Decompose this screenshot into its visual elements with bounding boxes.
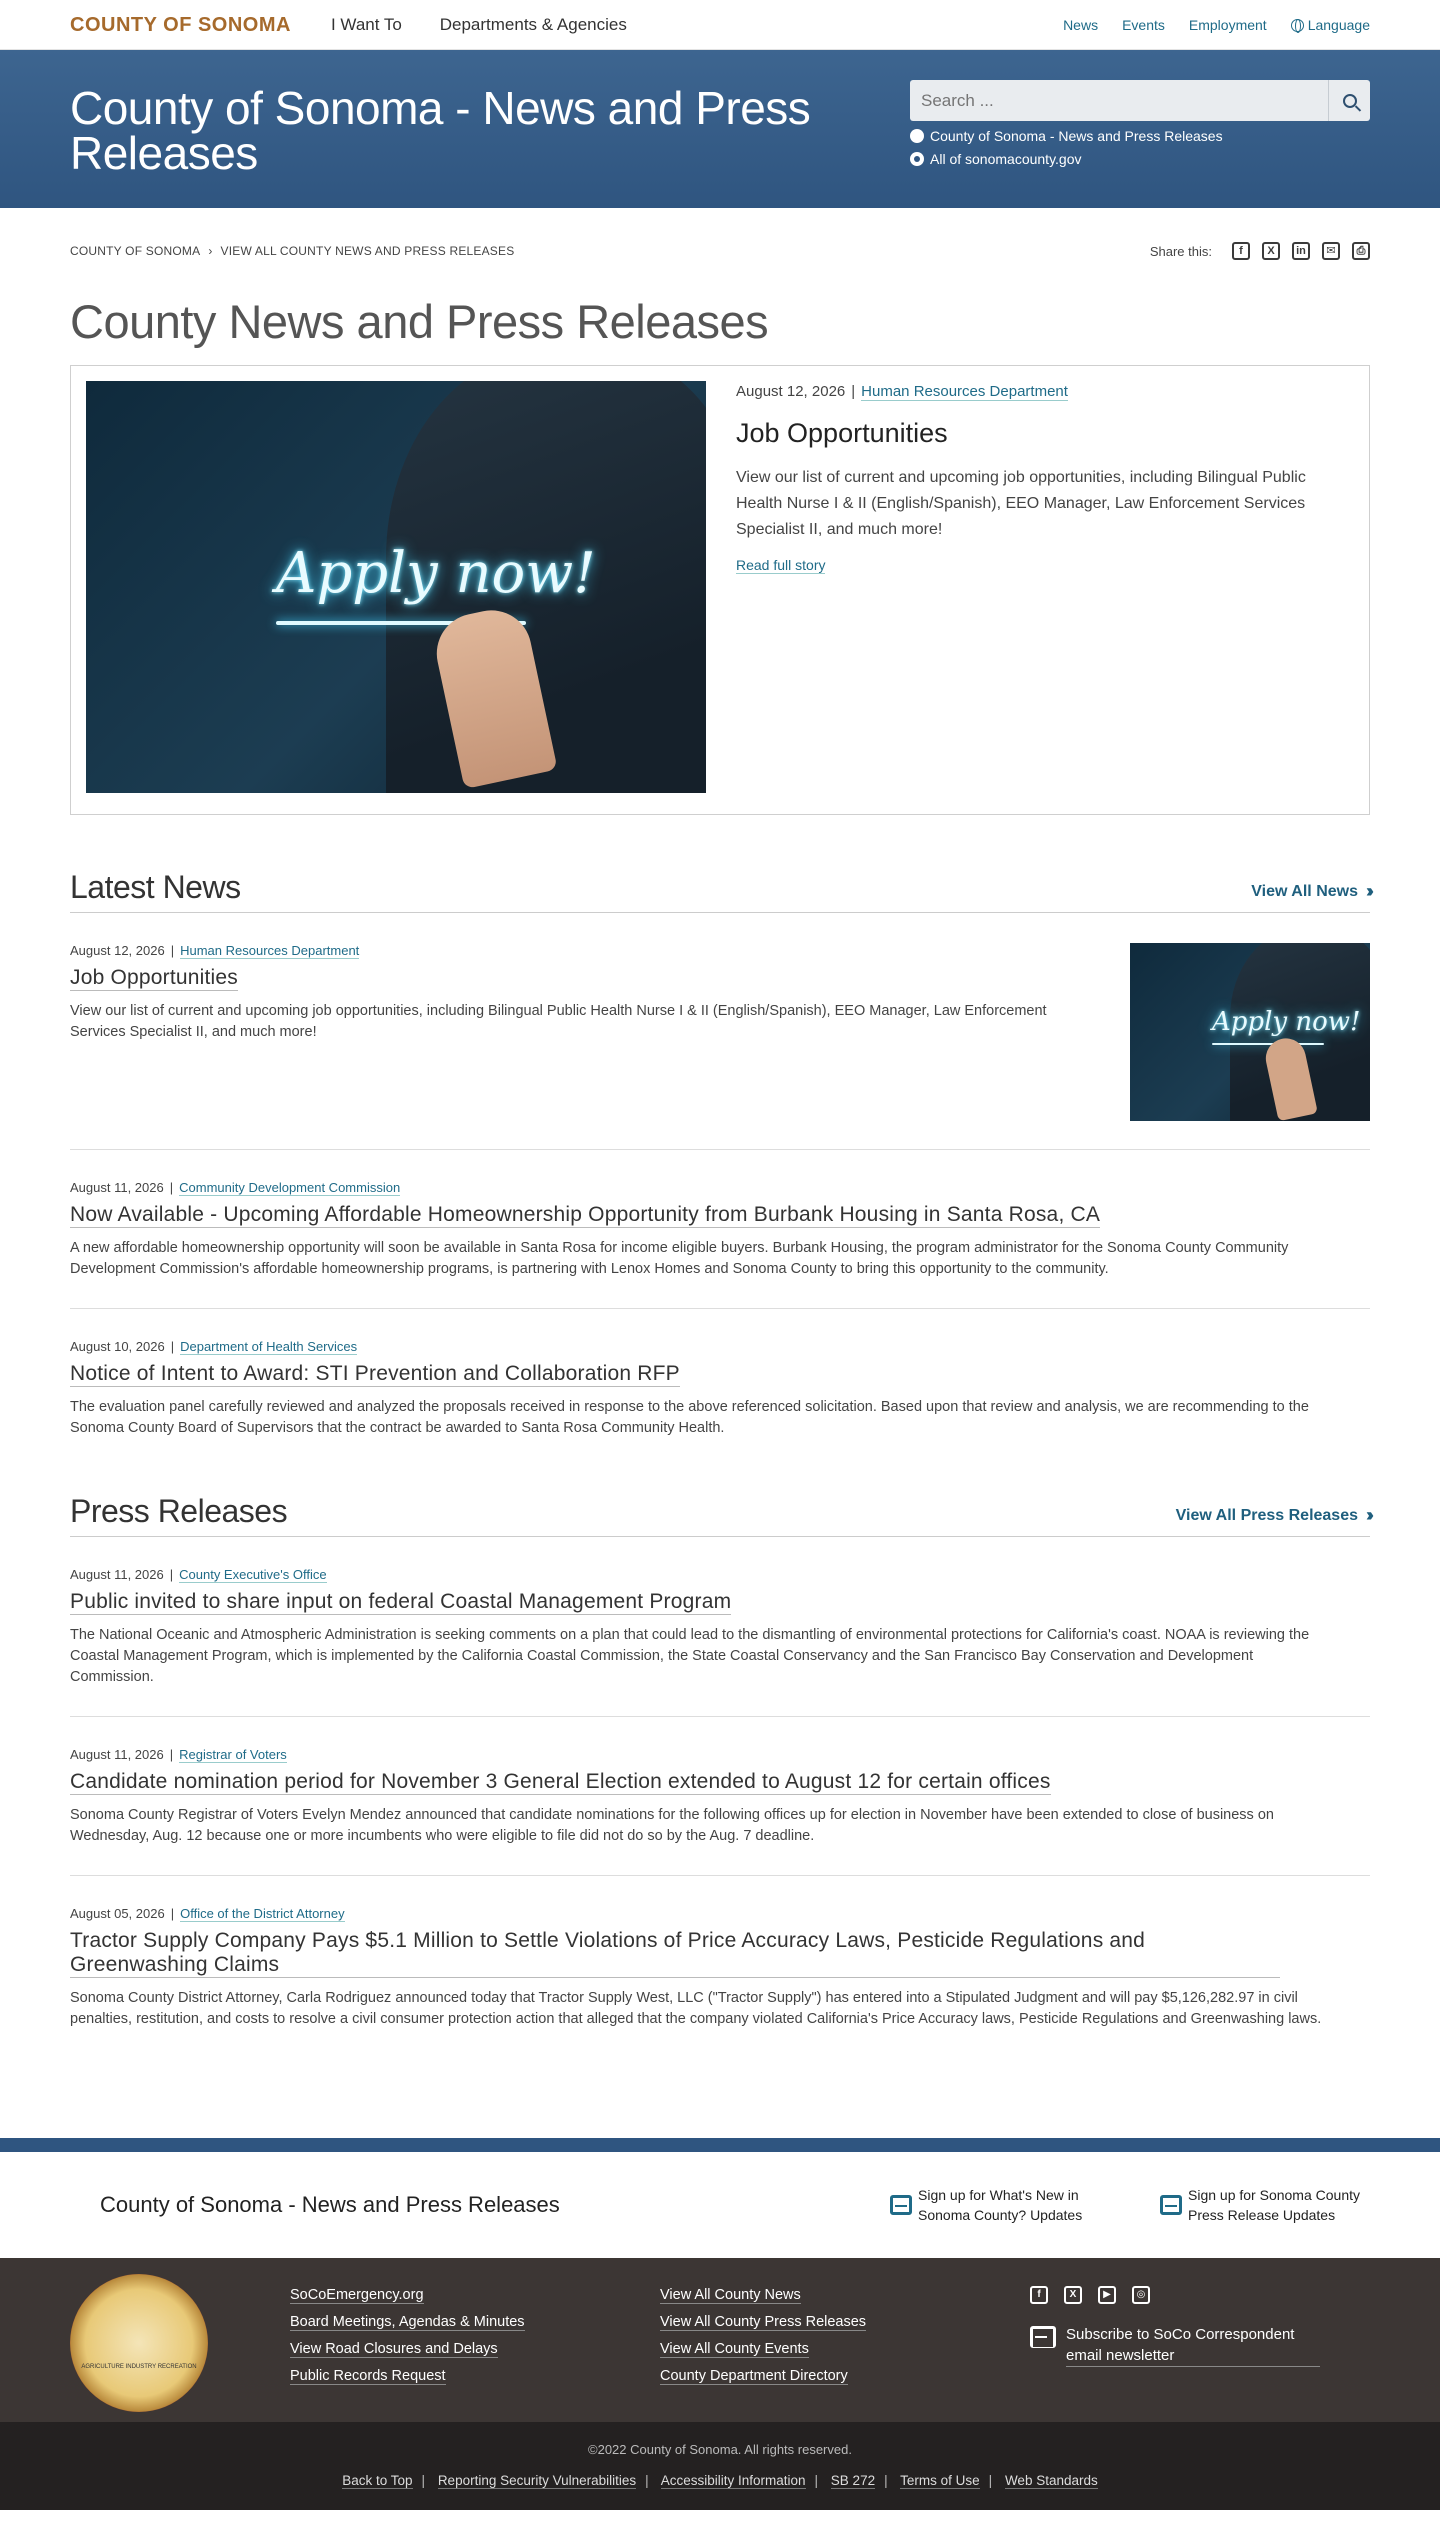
footer-bottom [0,2422,1440,2510]
item-description: View our list of current and upcoming job opportunities, including Bilingual Public Health Nurse I & II (English/Spanish), EEO Manager, Law Enforcement Services Specialist II, and much more! [70,1003,1047,1040]
featured-meta: August 12, 2026 | Human Resources Department [736,383,1068,400]
share-label: Share this: [1149,243,1212,259]
view-all-press-releases-link[interactable] [1176,1505,1370,1530]
list-item: August 11, 2026 | Registrar of Voters Candidate nomination period for November 3 General Election extended to August 12 for certain offices Sonoma County Registrar of Voters Evelyn Mendez announced that candidate nominations for the following offices up for election in November have been extended to close of business on Wednesday, Aug. 12 because one or more incumbents who were eligible to file did not do so by the Aug. 7 deadline. [70,1717,1370,1876]
item-department-link[interactable]: Registrar of Voters [179,1747,287,1762]
item-description: The National Oceanic and Atmospheric Administration is seeking comments on a plan that could lead to the dismantling of environmental protections for California's coast. NOAA is reviewing the Coastal Management Program, which is implemented by the California Coastal Commission, the State Coastal Conservancy and the San Francisco Bay Conservation and Development Commission. [70,1627,1310,1685]
item-title-link[interactable]: Public invited to share input on federal Coastal Management Program [70,1590,732,1613]
search-box [910,80,1370,208]
footer-link[interactable]: View All County News [660,2287,801,2303]
facebook-icon[interactable]: f [1030,2286,1048,2304]
item-date: August 11, 2026 [70,1180,164,1195]
nav-departments-agencies[interactable]: Departments & Agencies [439,15,627,34]
main-nav [331,15,661,35]
print-icon[interactable]: ⎙ [1352,242,1370,260]
item-description: Sonoma County Registrar of Voters Evelyn Mendez announced that candidate nominations for the following offices up for election in November have been extended to close of business on Wednesday, Aug. 12 because one or more incumbents who were eligible to file did not do so by the Aug. 7 deadline. [70,1807,1274,1844]
util-events-link[interactable]: Events [1122,17,1165,33]
signup-label: Sign up for What's New in Sonoma County? Updates [918,2187,1083,2223]
signup-label: Sign up for Sonoma County Press Release Updates [1188,2187,1360,2223]
radio-button[interactable] [910,129,924,143]
breadcrumb-separator: › [208,244,213,258]
footer-link[interactable]: County Department Directory [660,2368,848,2384]
item-description: A new affordable homeownership opportunity will soon be available in Santa Rosa for income eligible buyers. Burbank Housing, the program administrator for the Sonoma County Community Development Commission's affordable homeownership programs, is partnering with Lenox Homes and Sonoma County to bring this opportunity to the community. [70,1240,1289,1277]
utility-nav [1039,17,1370,33]
envelope-icon [1160,2195,1182,2215]
featured-date: August 12, 2026 [736,383,846,400]
list-item: August 12, 2026 | Human Resources Department Job Opportunities View our list of current and upcoming job opportunities, including Bilingual Public Health Nurse I & II (English/Spanish), EEO Manager, Law Enforcement Services Specialist II, and much more! Apply now! [70,913,1370,1150]
item-title-link[interactable]: Candidate nomination period for November 3 General Election extended to August 12 for certain offices [70,1770,1051,1793]
language-label: Language [1307,17,1370,33]
util-employment-link[interactable]: Employment [1188,17,1267,33]
page-title: County News and Press Releases [70,295,769,348]
radio-label: County of Sonoma - News and Press Releases [930,128,1223,144]
press-releases-section [70,1493,1370,2058]
item-department-link[interactable]: Department of Health Services [180,1339,358,1354]
radio-scope-section[interactable] [910,128,1370,144]
item-description: Sonoma County District Attorney, Carla Rodriguez announced today that Tractor Supply West, LLC ("Tractor Supply") has entered into a Stipulated Judgment and will pay $5,126,282.97 in civil penalties, restitution, and costs to resolve a civil consumer protection action that alleged that the company violated California's Price Accuracy laws, Pesticide Regulations and Greenwashing laws. [70,1990,1322,2027]
web-standards-link[interactable]: Web Standards [1004,2473,1098,2488]
county-seal-logo[interactable] [70,2274,208,2412]
view-all-news-label: View All News [1251,882,1358,900]
double-chevron-right-icon: ›› [1366,881,1370,901]
breadcrumb-home[interactable]: COUNTY OF SONOMA [70,244,201,258]
press-releases-heading: Press Releases [70,1493,288,1529]
envelope-icon [890,2195,912,2215]
item-date: August 11, 2026 [70,1747,164,1762]
latest-news-section [70,869,1370,1467]
featured-image[interactable] [86,381,706,793]
radio-scope-all[interactable] [910,151,1370,167]
list-item: August 10, 2026 | Department of Health Services Notice of Intent to Award: STI Prevention and Collaboration RFP The evaluation panel carefully reviewed and analyzed the proposals received in response to the above referenced solicitation. Based upon that review and analysis, we are recommending to the Sonoma County Board of Supervisors that the contract be awarded to Santa Rosa Community Health. [70,1309,1370,1467]
item-date: August 12, 2026 [70,943,165,958]
footer-link[interactable]: View Road Closures and Delays [290,2341,498,2357]
list-item: August 05, 2026 | Office of the District Attorney Tractor Supply Company Pays $5.1 Million to Settle Violations of Price Accuracy Laws, Pesticide Regulations and Greenwashing Claims Sonoma County District Attorney, Carla Rodriguez announced today that Tractor Supply West, LLC ("Tractor Supply") has entered into a Stipulated Judgment and will pay $5,126,282.97 in civil penalties, restitution, and costs to resolve a civil consumer protection action that alleged that the company violated California's Price Accuracy laws, Pesticide Regulations and Greenwashing laws. [70,1876,1370,2058]
item-department-link[interactable]: Office of the District Attorney [180,1906,345,1921]
item-date: August 10, 2026 [70,1339,165,1354]
youtube-icon[interactable]: ▶ [1098,2286,1116,2304]
latest-news-heading: Latest News [70,869,241,905]
breadcrumb-current[interactable]: VIEW ALL COUNTY NEWS AND PRESS RELEASES [220,244,515,258]
featured-description: View our list of current and upcoming job opportunities, including Bilingual Public Health Nurse I & II (English/Spanish), EEO Manager, Law Enforcement Services Specialist II, and much more! [736,469,1306,538]
view-all-news-link[interactable] [1251,881,1370,906]
item-department-link[interactable]: County Executive's Office [179,1567,327,1582]
featured-department-link[interactable]: Human Resources Department [861,383,1068,400]
footer-link[interactable]: Board Meetings, Agendas & Minutes [290,2314,525,2330]
newsletter-subscribe-link[interactable] [1030,2324,1320,2367]
brand-logo-link[interactable]: COUNTY OF SONOMA [70,13,291,36]
email-icon[interactable]: ✉ [1322,242,1340,260]
back-to-top-link[interactable]: Back to Top [342,2473,413,2488]
item-date: August 11, 2026 [70,1567,164,1582]
globe-icon [1291,19,1304,32]
facebook-icon[interactable]: f [1232,242,1250,260]
page-banner [0,50,1440,208]
list-item: August 11, 2026 | Community Development Commission Now Available - Upcoming Affordable Homeownership Opportunity from Burbank Housing in Santa Rosa, CA A new affordable homeownership opportunity will soon be available in Santa Rosa for income eligible buyers. Burbank Housing, the program administrator for the Sonoma County Community Development Commission's affordable homeownership programs, is partnering with Lenox Homes and Sonoma County to bring this opportunity to the community. [70,1150,1370,1309]
item-title-link[interactable]: Now Available - Upcoming Affordable Homeownership Opportunity from Burbank Housing in Santa Rosa, CA [70,1203,1101,1226]
linkedin-icon[interactable]: in [1292,242,1310,260]
double-chevron-right-icon: ›› [1366,1505,1370,1525]
item-title-link[interactable]: Job Opportunities [70,966,238,989]
seal-text: AGRICULTURE INDUSTRY RECREATION [81,2364,197,2370]
terms-of-use-link[interactable]: Terms of Use [900,2473,980,2488]
search-input[interactable] [910,80,1328,121]
footer-bottom-links: Back to Top | Reporting Security Vulnerabilities | Accessibility Information | SB 272 | Terms of Use | Web Standards [342,2473,1098,2488]
item-title-link[interactable]: Notice of Intent to Award: STI Prevention and Collaboration RFP [70,1362,680,1385]
footer-subscribe-bar [0,2152,1440,2258]
radio-button-selected[interactable] [910,152,924,166]
newsletter-label: Subscribe to SoCo Correspondent email newsletter [1066,2324,1320,2367]
nav-i-want-to[interactable]: I Want To [330,15,402,34]
share-bar [1150,242,1370,260]
footer-links-col1 [290,2274,660,2412]
footer-link[interactable]: SoCoEmergency.org [290,2287,424,2303]
language-selector[interactable] [1291,17,1370,33]
footer-social [1030,2274,1320,2412]
featured-story [70,365,1370,815]
view-all-press-label: View All Press Releases [1175,1506,1358,1524]
accessibility-link[interactable]: Accessibility Information [660,2473,806,2488]
featured-title[interactable]: Job Opportunities [736,418,948,448]
breadcrumb [70,244,514,258]
footer-link[interactable]: View All County Events [660,2341,809,2357]
instagram-icon[interactable]: ◎ [1132,2286,1150,2304]
util-news-link[interactable]: News [1063,17,1099,33]
item-department-link[interactable]: Community Development Commission [179,1180,401,1195]
search-icon [1343,94,1357,108]
radio-label: All of sonomacounty.gov [930,151,1082,167]
image-text: Apply now! [276,541,596,606]
item-description: The evaluation panel carefully reviewed and analyzed the proposals received in response to the above referenced solicitation. Based upon that review and analysis, we are recommending to the Sonoma County Board of Supervisors that the contract be awarded to Santa Rosa Community Health. [70,1399,1309,1436]
envelope-icon [1030,2326,1056,2348]
item-title-link[interactable]: Tractor Supply Company Pays $5.1 Million to Settle Violations of Price Accuracy Laws, Pesticide Regulations and Greenwashing Claims [70,1929,1280,1978]
footer-link[interactable]: View All County Press Releases [660,2314,867,2330]
top-navigation [0,0,1440,50]
footer-link[interactable]: Public Records Request [290,2368,446,2384]
item-date: August 05, 2026 [70,1906,165,1921]
footer-links-col2 [660,2274,1030,2412]
copyright-text: ©2022 County of Sonoma. All rights reserved. [588,2442,852,2457]
read-full-story-link[interactable]: Read full story [736,557,826,573]
thumbnail-text: Apply now! [1212,1007,1361,1037]
footer-accent-bar [0,2138,1440,2152]
signup-press-release-link[interactable] [1160,2185,1370,2225]
sb272-link[interactable]: SB 272 [830,2473,876,2488]
list-item: August 11, 2026 | County Executive's Office Public invited to share input on federal Coastal Management Program The National Oceanic and Atmospheric Administration is seeking comments on a plan that could lead to the dismantling of environmental protections for California's coast. NOAA is reviewing the Coastal Management Program, which is implemented by the California Coastal Commission, the State Coastal Conservancy and the San Francisco Bay Conservation and Development Commission. [70,1537,1370,1717]
signup-whats-new-link[interactable] [890,2185,1100,2225]
search-button[interactable] [1328,80,1370,121]
site-title: County of Sonoma - News and Press Releases [70,82,811,179]
item-thumbnail[interactable] [1130,943,1370,1121]
footer-site-title: County of Sonoma - News and Press Releases [100,2192,560,2217]
security-vulnerabilities-link[interactable]: Reporting Security Vulnerabilities [437,2473,637,2488]
x-icon[interactable]: X [1064,2286,1082,2304]
item-department-link[interactable]: Human Resources Department [180,943,360,958]
x-icon[interactable]: X [1262,242,1280,260]
footer-main [0,2258,1440,2422]
